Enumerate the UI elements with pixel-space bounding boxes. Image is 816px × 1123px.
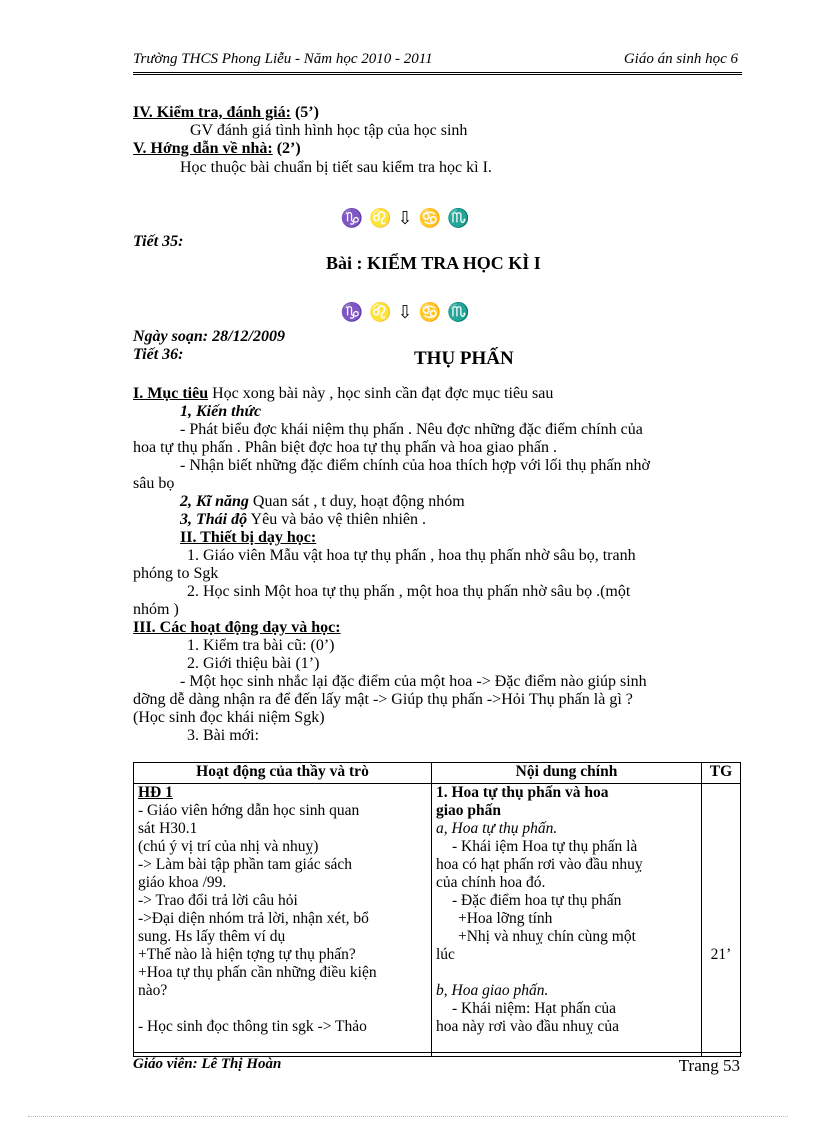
section-iv-time: (5’) — [294, 104, 319, 121]
section-iv-heading — [133, 104, 319, 122]
bai-moi: 3. Bài mới: — [187, 727, 260, 744]
activity-line: -> Làm bài tập phần tam giác sách — [138, 856, 353, 873]
footer-rule — [133, 1052, 742, 1053]
activity-line: nào? — [138, 982, 168, 999]
gioi-thieu-c: (Học sinh đọc khái niệm Sgk) — [133, 709, 325, 726]
thiet-bi-gv-b: phóng to Sgk — [133, 565, 219, 582]
content-line: a, Hoa tự thụ phấn. — [436, 820, 558, 837]
ngay-soan: Ngày soạn: 28/12/2009 — [133, 328, 285, 345]
kien-thuc-1a: - Phát biểu đợc khái niệm thụ phấn . Nêu đợc những đặc điểm chính của — [180, 421, 643, 438]
content-line: - Đặc điểm hoa tự thụ phấn — [452, 892, 622, 909]
activity-line: +Hoa tự thụ phấn cần những điều kiện — [138, 964, 377, 981]
section-v-text: Học thuộc bài chuẩn bị tiết sau kiểm tra học kì I. — [180, 159, 492, 176]
content-section-title: giao phấn — [436, 802, 502, 819]
gioi-thieu-a: - Một học sinh nhắc lại đặc điểm của một hoa -> Đặc điểm nào giúp sinh — [180, 673, 647, 690]
activity-table — [133, 762, 741, 1057]
ki-nang-text: Quan sát , t duy, hoạt động nhóm — [252, 493, 465, 510]
kien-thuc-2b: sâu bọ — [133, 475, 175, 492]
lesson-35-title — [326, 253, 541, 274]
section-v-heading — [133, 140, 301, 158]
muc-tieu-line — [133, 385, 553, 403]
gioi-thieu-b: dỡng dễ dàng nhận ra để đến lấy mật -> Giúp thụ phấn ->Hỏi Thụ phấn là gì ? — [133, 691, 633, 708]
muc-tieu-heading: I. Mục tiêu — [133, 385, 209, 402]
content-line: +Nhị và nhuỵ chín cùng một — [458, 928, 636, 945]
thiet-bi-gv-a: 1. Giáo viên Mẫu vật hoa tự thụ phấn , hoa thụ phấn nhờ sâu bọ, tranh — [187, 547, 636, 564]
time-value: 21’ — [710, 946, 732, 963]
activity-line: (chú ý vị trí của nhị và nhuỵ) — [138, 838, 319, 855]
kien-thuc-1b: hoa tự thụ phấn . Phân biệt đợc hoa tự thụ phấn và hoa giao phấn . — [133, 439, 557, 456]
activity-cell — [134, 784, 432, 1057]
thiet-bi-hs-a: 2. Học sinh Một hoa tự thụ phấn , một hoa thụ phấn nhờ sâu bọ .(một — [187, 583, 631, 600]
thiet-bi-hs-b: nhóm ) — [133, 601, 179, 618]
gioi-thieu-bai: 2. Giới thiệu bài (1’) — [187, 655, 320, 672]
table-header-row — [134, 763, 741, 784]
footer-page-number: Trang 53 — [678, 1056, 740, 1075]
content-line: - Khái iệm Hoa tự thụ phấn là — [452, 838, 638, 855]
header-rule — [133, 72, 742, 75]
content-line: lúc — [436, 946, 455, 963]
activity-line: sát H30.1 — [138, 820, 198, 837]
content-line: +Hoa lỡng tính — [458, 910, 553, 927]
activity-line — [138, 1000, 427, 1018]
kien-thuc-2a: - Nhận biết những đặc điểm chính của hoa thích hợp với lối thụ phấn nhờ — [180, 457, 650, 474]
table-header-time: TG — [702, 763, 741, 784]
table-header-teacher-student: Hoạt động của thầy và trò — [134, 763, 432, 784]
section-iv-text: GV đánh giá tình hình học tập của học sinh — [190, 122, 468, 139]
section-iv-title: IV. Kiểm tra, đánh giá: — [133, 104, 291, 121]
activity-line: -> Trao đổi trả lời câu hỏi — [138, 892, 298, 909]
thai-do-line — [180, 511, 426, 529]
tiet-36-label: Tiết 36: — [133, 346, 184, 363]
ornament-divider: ♑♌⇩♋♏ — [340, 302, 476, 322]
thiet-bi-heading: II. Thiết bị dạy học: — [180, 529, 317, 546]
content-line: của chính hoa đó. — [436, 874, 546, 891]
content-line: hoa có hạt phấn rơi vào đầu nhuỵ — [436, 856, 643, 873]
content-cell — [432, 784, 702, 1057]
content-line: - Khái niệm: Hạt phấn của — [452, 1000, 616, 1017]
thai-do-label: 3, Thái độ — [180, 511, 248, 528]
activity-line: sung. Hs lấy thêm ví dụ — [138, 928, 286, 945]
bai-title: KIỂM TRA HỌC KÌ I — [367, 253, 541, 273]
hoat-dong-heading: III. Các hoạt động dạy và học: — [133, 619, 341, 636]
activity-line: HĐ 1 — [138, 784, 173, 801]
activity-line: +Thế nào là hiện tợng tự thụ phấn? — [138, 946, 356, 963]
activity-line: ->Đại diện nhóm trả lời, nhận xét, bổ — [138, 910, 369, 927]
page-bottom-dotted-rule — [28, 1116, 788, 1117]
lesson-36-title: THỤ PHẤN — [414, 348, 514, 369]
ornament-divider: ♑♌⇩♋♏ — [340, 208, 476, 228]
table-row — [134, 784, 741, 1057]
ki-nang-line — [180, 493, 465, 511]
header-school: Trường THCS Phong Liễu - Năm học 2010 - 2011 — [133, 51, 433, 67]
content-line — [436, 964, 697, 982]
header-subject: Giáo án sinh học 6 — [623, 51, 738, 67]
kien-thuc-heading: 1, Kiến thức — [180, 403, 262, 420]
activity-line: - Học sinh đọc thông tin sgk -> Thảo — [138, 1018, 367, 1035]
time-cell — [702, 784, 741, 1057]
content-section-title: 1. Hoa tự thụ phấn và hoa — [436, 784, 609, 801]
content-line: b, Hoa giao phấn. — [436, 982, 549, 999]
kiem-tra-bai-cu: 1. Kiểm tra bài cũ: (0’) — [187, 637, 335, 654]
section-v-time: (2’) — [276, 140, 301, 157]
footer-teacher: Giáo viên: Lê Thị Hoàn — [133, 1056, 282, 1072]
thai-do-text: Yêu và bảo vệ thiên nhiên . — [250, 511, 427, 528]
content-line: hoa này rơi vào đầu nhuỵ của — [436, 1018, 619, 1035]
ki-nang-label: 2, Kĩ năng — [180, 493, 249, 510]
activity-line: - Giáo viên hớng dẫn học sinh quan — [138, 802, 360, 819]
muc-tieu-intro: Học xong bài này , học sinh cần đạt đợc mục tiêu sau — [212, 385, 554, 402]
table-header-content: Nội dung chính — [432, 763, 702, 784]
bai-label: Bài : — [326, 253, 363, 273]
tiet-35-label: Tiết 35: — [133, 233, 184, 250]
section-v-title: V. Hớng dẫn về nhà: — [133, 140, 273, 157]
activity-line: giáo khoa /99. — [138, 874, 227, 891]
